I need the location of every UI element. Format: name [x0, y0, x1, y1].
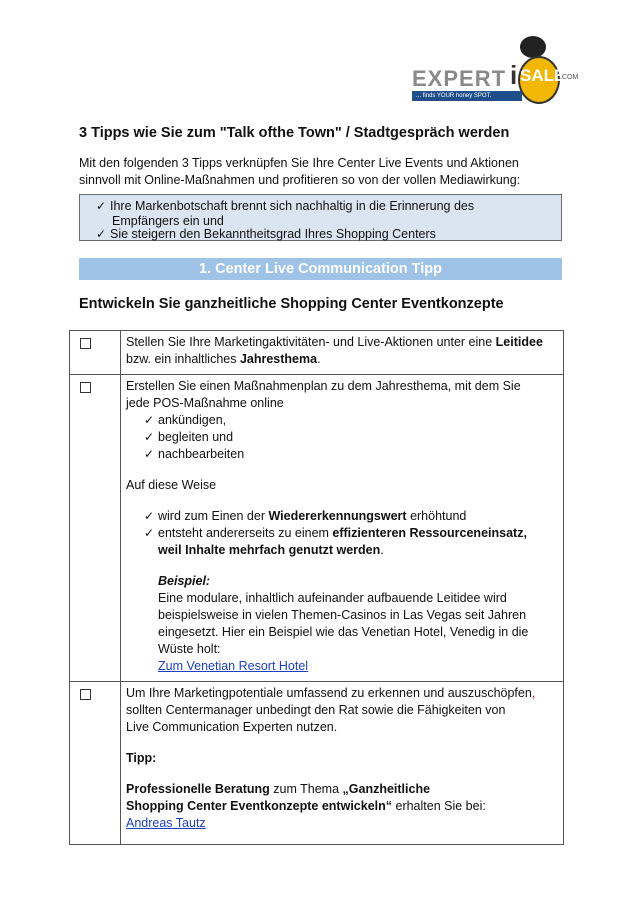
text: Live Communication Experten nutzen.	[126, 720, 338, 734]
text: Beispiel:	[158, 574, 211, 588]
text: wird zum Einen der	[158, 509, 269, 523]
bee-icon	[520, 36, 546, 58]
text: eingesetzt. Hier ein Beispiel wie das Venetian Hotel, Venedig in die	[158, 625, 529, 639]
text-bold: weil Inhalte mehrfach genutzt werden	[158, 543, 381, 557]
text: Wüste holt:	[158, 642, 221, 656]
text: Erstellen Sie einen Maßnahmenplan zu dem Jahresthema, mit dem Sie	[126, 379, 521, 393]
tip-heading-bar: 1. Center Live Communication Tipp	[79, 258, 562, 280]
intro-paragraph: Mit den folgenden 3 Tipps verknüpfen Sie Ihre Center Live Events und Aktionen sinnvoll mit Online-Maßnahmen und profitieren so von der vollen Mediawirkung:	[79, 156, 521, 187]
text: nachbearbeiten	[158, 447, 245, 461]
benefit-item	[96, 227, 436, 241]
text: erhöhtund	[406, 509, 467, 523]
checkbox-cell	[70, 331, 121, 375]
text-bold: Jahresthema	[239, 352, 318, 366]
list-item	[126, 508, 557, 525]
venetian-link[interactable]: Zum Venetian Resort Hotel	[158, 659, 309, 673]
text-bold: Shopping Center Eventkonzepte entwickeln“	[126, 799, 393, 813]
text: begleiten und	[158, 430, 234, 444]
checkmark-icon: ✓	[144, 413, 155, 427]
logo-tagline: ... finds YOUR honey SPOT.	[412, 91, 522, 101]
benefit-text-continued: Empfängers ein und	[112, 214, 224, 228]
page-title: 3 Tipps wie Sie zum "Talk ofthe Town" / Stadtgespräch werden	[79, 125, 510, 141]
text: beispielsweise in vielen Themen-Casinos in Las Vegas seit Jahren	[158, 608, 527, 622]
benefit-text: Sie steigern den Bekanntheitsgrad Ihres Shopping Centers	[110, 227, 436, 241]
text: sollten Centermanager unbedingt den Rat sowie die Fähigkeiten von	[126, 703, 506, 717]
table-row	[70, 682, 564, 845]
row-text	[121, 331, 564, 375]
checkbox-icon[interactable]	[80, 338, 91, 349]
list-item	[126, 412, 557, 429]
text-bold: „Ganzheitliche	[342, 782, 431, 796]
text: Um Ihre Marketingpotentiale umfassend zu erkennen und auszuschöpfen	[126, 686, 532, 700]
logo-word-i: i	[510, 60, 518, 90]
table-row	[70, 375, 564, 682]
text: .	[317, 352, 321, 366]
text: Stellen Sie Ihre Marketingaktivitäten- und Live-Aktionen unter eine	[126, 335, 496, 349]
checkbox-icon[interactable]	[80, 689, 91, 700]
text: ,	[531, 686, 536, 700]
checkmark-icon: ✓	[144, 509, 155, 523]
text: Auf diese Weise	[126, 478, 217, 492]
text-bold: effizienteren Ressourceneinsatz,	[332, 526, 527, 540]
andreas-tautz-link[interactable]: Andreas Tautz	[126, 816, 206, 830]
text-bold: Professionelle Beratung	[126, 782, 270, 796]
example-label	[126, 573, 557, 590]
list-item	[126, 429, 557, 446]
checkmark-icon: ✓	[96, 199, 107, 213]
row-text	[121, 682, 564, 845]
benefits-box	[79, 194, 562, 241]
benefit-item	[96, 199, 474, 213]
text: bzw. ein inhaltliches	[126, 352, 240, 366]
text: entsteht andererseits zu einem	[158, 526, 333, 540]
logo-word-expert: EXPERT	[412, 66, 507, 91]
text-bold: Wiedererkennungswert	[268, 509, 407, 523]
checkmark-icon: ✓	[144, 430, 155, 444]
text: .	[380, 543, 384, 557]
checkbox-icon[interactable]	[80, 382, 91, 393]
list-item	[126, 525, 557, 542]
checkmark-icon: ✓	[144, 447, 155, 461]
text-bold: Leitidee	[495, 335, 543, 349]
section-heading: Entwickeln Sie ganzheitliche Shopping Center Eventkonzepte	[79, 296, 504, 312]
text: erhalten Sie bei:	[392, 799, 486, 813]
list-item	[126, 446, 557, 463]
expertisale-logo	[408, 36, 579, 108]
text: ankündigen,	[158, 413, 227, 427]
benefit-text: Ihre Markenbotschaft brennt sich nachhaltig in die Erinnerung des	[110, 199, 475, 213]
example-text	[126, 590, 557, 675]
tip-label: Tipp:	[126, 751, 157, 765]
logo-word-sale: SALE	[520, 66, 566, 85]
logo-domain: .COM	[560, 74, 579, 81]
checkbox-cell	[70, 682, 121, 845]
checkbox-cell	[70, 375, 121, 682]
row-text	[121, 375, 564, 682]
text: jede POS-Maßnahme online	[126, 396, 284, 410]
text: Eine modulare, inhaltlich aufeinander aufbauende Leitidee wird	[158, 591, 507, 605]
checkmark-icon: ✓	[144, 526, 155, 540]
tips-table	[69, 330, 564, 845]
checkmark-icon: ✓	[96, 227, 107, 241]
table-row	[70, 331, 564, 375]
text: zum Thema	[269, 782, 343, 796]
